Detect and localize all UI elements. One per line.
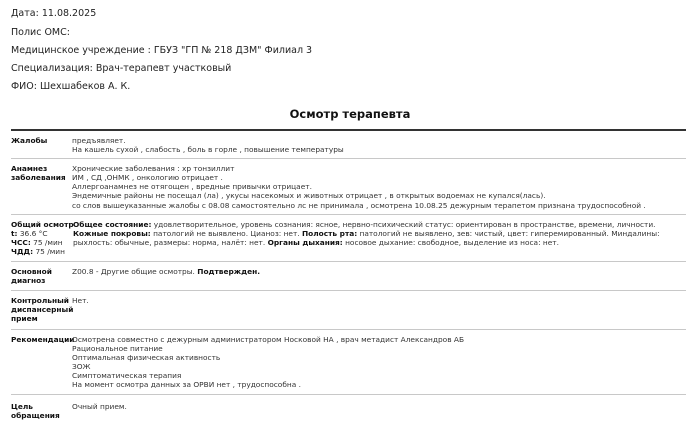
diagnosis-text: Z00.8 - Другие общие осмотры. <box>72 267 198 277</box>
section-value: Очный прием. <box>72 402 127 412</box>
vital-value: 75 /мин <box>35 246 65 256</box>
section-visit-purpose <box>11 395 686 425</box>
recommendation-line: Рациональное питание <box>72 343 163 353</box>
anamnesis-line: Хронические заболевания : хр тонзиллит <box>72 164 235 174</box>
section-label: Контрольный диспансерный прием <box>11 296 74 324</box>
section-label: Основной диагноз <box>11 267 52 286</box>
anamnesis-line: ИМ , СД ,ОНМК , онкологию отрицает . <box>72 173 223 183</box>
recommendation-line: Осмотрена совместно с дежурным администратором Носковой НА , врач метадист Александров АБ <box>72 334 465 344</box>
specialization-value: Врач-терапевт участковый <box>95 63 232 74</box>
exam-sections <box>11 131 686 425</box>
recommendation-line: Оптимальная физическая активность <box>72 352 221 362</box>
fio-label: ФИО: <box>11 81 37 92</box>
specialization-label: Специализация: <box>11 63 93 74</box>
skin-text: патологий не выявлено. Цианоз: нет. <box>150 228 302 238</box>
respiratory-text: носовое дыхание: свободное, выделение из носа: нет. <box>342 237 559 247</box>
general-state-text: удовлетворительное, уровень сознания: ясное, нервно-психический статус: ориентирован в пространстве, времени, личности. <box>151 219 656 229</box>
section-followup <box>11 291 686 329</box>
skin-label: Кожные покровы: <box>73 228 151 238</box>
section-value <box>72 220 686 256</box>
section-general-exam <box>11 215 686 262</box>
section-value <box>72 335 686 390</box>
document-title: Осмотр терапевта <box>289 107 411 121</box>
section-value: Нет. <box>72 296 89 306</box>
general-state-label: Общее состояние: <box>73 219 152 229</box>
policy-label: Полис ОМС: <box>11 27 70 38</box>
anamnesis-line: Эндемичные районы не посещал (ла) , укусы насекомых и животных отрицает , в открытых водоемах не купался(лась). <box>72 191 546 201</box>
date-value: 11.08.2025 <box>41 8 97 19</box>
specialization-line <box>11 63 231 74</box>
vital-label: ЧСС: <box>11 237 31 247</box>
vital-label: t: <box>11 228 18 238</box>
recommendation-line: Симптоматическая терапия <box>72 370 182 380</box>
anamnesis-line: со слов вышеуказанные жалобы с 08.08 самостоятельно лс не принимала , осмотрена 10.08.25 дежурным терапетом признана трудоспособной . <box>72 200 646 210</box>
vital-label: ЧДД: <box>11 246 34 256</box>
institution-value: ГБУЗ "ГП № 218 ДЗМ" Филиал 3 <box>153 45 313 56</box>
section-diagnosis <box>11 262 686 291</box>
date-line <box>11 8 96 19</box>
vital-value: 75 /мин <box>33 237 63 247</box>
complaints-line: предъявляет. <box>72 136 126 145</box>
section-label: Рекомендации <box>11 334 75 344</box>
section-label: Анамнез заболевания <box>11 164 66 183</box>
vital-value: 36.6 °C <box>19 228 48 238</box>
policy-line <box>11 27 70 38</box>
anamnesis-line: Аллергоанамнез не отягощен , вредные привычки отрицает. <box>72 182 312 192</box>
complaints-line: На кашель сухой , слабость , боль в горле , повышение температуры <box>72 145 344 155</box>
vital-temperature <box>11 229 72 238</box>
section-complaints <box>11 131 686 159</box>
section-anamnesis <box>11 159 686 214</box>
diagnosis-status: Подтвержден. <box>197 267 261 277</box>
fio-line <box>11 81 130 92</box>
mouth-text: патологий не выявлено, зев: чистый, цвет: гиперемированный. Миндалины: рыхлость: обычные, размеры: норма, налёт: нет. <box>73 228 660 247</box>
section-label: Жалобы <box>11 136 48 145</box>
vital-heart-rate <box>11 238 72 247</box>
section-value <box>72 164 686 209</box>
fio-value: Шехшабеков А. К. <box>40 81 131 92</box>
section-value <box>72 267 686 285</box>
date-label: Дата: <box>11 8 39 19</box>
section-label: Общий осмотр <box>11 219 74 229</box>
vital-resp-rate <box>11 247 72 256</box>
section-label: Цель обращения <box>11 402 60 421</box>
section-recommendations <box>11 330 686 396</box>
section-label-block <box>11 220 72 256</box>
institution-label: Медицинское учреждение : <box>11 45 151 56</box>
institution-line <box>11 45 312 56</box>
mouth-label: Полость рта: <box>301 228 358 238</box>
section-value <box>72 136 686 154</box>
recommendation-line: ЗОЖ <box>72 361 91 371</box>
respiratory-label: Органы дыхания: <box>267 237 343 247</box>
recommendation-line: На момент осмотра данных за ОРВИ нет , трудоспособна . <box>72 379 301 389</box>
